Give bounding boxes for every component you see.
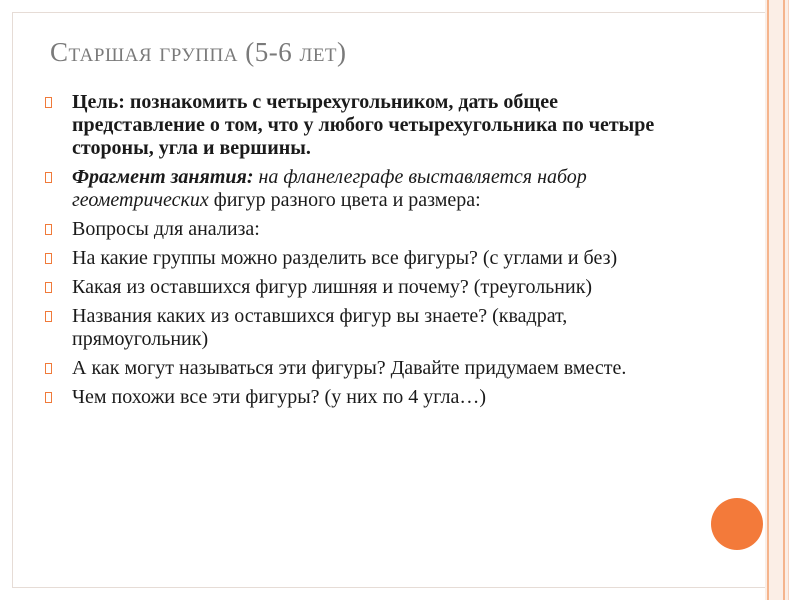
diamond-bullet-icon bbox=[44, 171, 54, 185]
list-item bbox=[44, 91, 684, 160]
diamond-bullet-icon bbox=[44, 310, 54, 324]
diamond-bullet-icon bbox=[44, 252, 54, 266]
slide-title: Старшая группа (5-6 лет) bbox=[50, 37, 347, 67]
fragment-lead: Фрагмент занятия: bbox=[72, 166, 254, 188]
bullet-list bbox=[44, 91, 684, 415]
list-item bbox=[44, 276, 684, 299]
list-item-text: Какая из оставшихся фигур лишняя и почему? (треугольник) bbox=[72, 276, 593, 298]
diamond-bullet-icon bbox=[44, 362, 54, 376]
fragment-rest: фигур разного цвета и размера: bbox=[208, 189, 481, 211]
list-item bbox=[44, 357, 684, 380]
diamond-bullet-icon bbox=[44, 281, 54, 295]
list-item bbox=[44, 218, 684, 241]
band-line bbox=[783, 0, 785, 600]
list-item bbox=[44, 305, 684, 351]
fragment-italic: на фланелеграфе выставляется набор геометрических bbox=[72, 166, 587, 211]
list-item-text: Вопросы для анализа: bbox=[72, 218, 260, 240]
diamond-bullet-icon bbox=[44, 391, 54, 405]
band-line bbox=[788, 0, 789, 600]
list-item bbox=[44, 386, 684, 409]
list-item-text: Названия каких из оставшихся фигур вы знаете? (квадрат, прямоугольник) bbox=[72, 305, 568, 350]
list-item bbox=[44, 166, 684, 212]
list-item-text: На какие группы можно разделить все фигуры? (с углами и без) bbox=[72, 247, 618, 269]
goal-text: Цель: познакомить с четырехугольником, дать общее представление о том, что у любого четырехугольника по четыре стороны, угла и вершины. bbox=[72, 91, 655, 159]
list-item-text: А как могут называться эти фигуры? Давайте придумаем вместе. bbox=[72, 357, 627, 379]
list-item bbox=[44, 247, 684, 270]
list-item-text: Чем похожи все эти фигуры? (у них по 4 угла…) bbox=[72, 386, 487, 408]
diamond-bullet-icon bbox=[44, 96, 54, 110]
orange-circle-decoration bbox=[711, 498, 763, 550]
band-line bbox=[767, 0, 769, 600]
diamond-bullet-icon bbox=[44, 223, 54, 237]
